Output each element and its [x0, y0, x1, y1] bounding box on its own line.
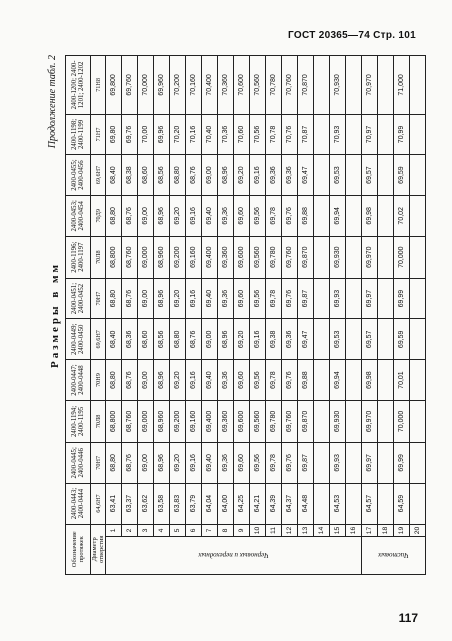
- diameter-header: 70H7: [91, 443, 106, 484]
- tooth-number: 14: [314, 524, 330, 537]
- table-cell: 68,76: [122, 278, 138, 319]
- diameter-header: 70Л8: [91, 236, 106, 278]
- table-cell: 70,01: [394, 360, 410, 401]
- table-row: [266, 56, 282, 575]
- table-cell: 71,000: [394, 56, 410, 115]
- table-cell: 69,00: [138, 196, 154, 237]
- table-cell: 68,76: [186, 319, 202, 360]
- table-cell: [314, 319, 330, 360]
- table-cell: 68,960: [154, 236, 170, 278]
- table-cell: 69,36: [282, 319, 298, 360]
- table-cell: 63,83: [170, 483, 186, 524]
- table-cell: 68,96: [154, 196, 170, 237]
- table-cell: 69,16: [186, 360, 202, 401]
- table-cell: 70,99: [394, 114, 410, 154]
- table-cell: 68,80: [106, 443, 122, 484]
- table-row: [346, 56, 362, 575]
- table-cell: [410, 236, 426, 278]
- diameter-header: 70Л8: [91, 400, 106, 442]
- table-cell: 63,62: [138, 483, 154, 524]
- tooth-number: 15: [330, 524, 346, 537]
- table-cell: 69,36: [218, 360, 234, 401]
- table-cell: 69,98: [362, 196, 378, 237]
- table-cell: 69,780: [266, 236, 282, 278]
- table-cell: 70,56: [250, 114, 266, 154]
- table-cell: 68,96: [154, 278, 170, 319]
- group-header: 2400-1198; 2400-1199: [66, 114, 91, 154]
- table-cell: 64,00: [218, 483, 234, 524]
- table-cell: [410, 114, 426, 154]
- table-cell: [346, 155, 362, 196]
- table-cell: [346, 278, 362, 319]
- table-cell: 70,870: [298, 56, 314, 115]
- table-cell: 69,88: [298, 360, 314, 401]
- page-number: 117: [398, 611, 418, 625]
- table-cell: 70,760: [282, 56, 298, 115]
- table-row: [170, 56, 186, 575]
- tooth-number: 4: [154, 524, 170, 537]
- table-cell: 64,53: [330, 483, 346, 524]
- table-cell: [314, 400, 330, 442]
- diameter-header: 71H8: [91, 56, 106, 115]
- table-cell: [314, 196, 330, 237]
- table-row: [218, 56, 234, 575]
- table-cell: 69,36: [218, 196, 234, 237]
- table-cell: 68,76: [122, 360, 138, 401]
- table-cell: 69,400: [202, 400, 218, 442]
- table-cell: [314, 155, 330, 196]
- table-cell: 69,56: [250, 443, 266, 484]
- tooth-number: 1: [106, 524, 122, 537]
- table-cell: [410, 360, 426, 401]
- table-cell: 69,600: [234, 400, 250, 442]
- table-cell: 68,800: [106, 236, 122, 278]
- table-cell: 70,87: [298, 114, 314, 154]
- table-cell: 70,20: [170, 114, 186, 154]
- tooth-number: 3: [138, 524, 154, 537]
- table-cell: 70,36: [218, 114, 234, 154]
- table-cell: [410, 196, 426, 237]
- table-cell: 69,76: [122, 114, 138, 154]
- table-cell: 70,560: [250, 56, 266, 115]
- table-cell: 69,36: [218, 443, 234, 484]
- tooth-number: 8: [218, 524, 234, 537]
- table-cell: 63,79: [186, 483, 202, 524]
- table-cell: 69,870: [298, 400, 314, 442]
- table-cell: [314, 236, 330, 278]
- table-cell: 69,600: [234, 236, 250, 278]
- tooth-number: 12: [282, 524, 298, 537]
- diameter-header: 71H7: [91, 114, 106, 154]
- table-cell: 69,57: [362, 319, 378, 360]
- table-cell: [314, 483, 330, 524]
- groups-header-row: [66, 56, 91, 575]
- table-cell: 69,00: [138, 443, 154, 484]
- table-cell: [346, 196, 362, 237]
- table-cell: 69,970: [362, 400, 378, 442]
- table-cell: 68,80: [106, 278, 122, 319]
- table-row: [394, 56, 410, 575]
- rotated-table-block: [45, 55, 425, 575]
- table-cell: [346, 114, 362, 154]
- table-cell: [410, 155, 426, 196]
- table-cell: 69,56: [250, 360, 266, 401]
- table-cell: 70,78: [266, 114, 282, 154]
- table-cell: 70,160: [186, 56, 202, 115]
- table-cell: 69,360: [218, 236, 234, 278]
- table-cell: 69,36: [218, 278, 234, 319]
- table-cell: 68,76: [122, 443, 138, 484]
- table-row: [154, 56, 170, 575]
- diameter-header: 70Д9: [91, 196, 106, 237]
- table-cell: 69,200: [170, 400, 186, 442]
- table-cell: 69,16: [186, 278, 202, 319]
- table-row: [250, 56, 266, 575]
- table-cell: 70,000: [394, 236, 410, 278]
- table-cell: 69,47: [298, 319, 314, 360]
- table-cell: 69,000: [138, 400, 154, 442]
- table-cell: 69,97: [362, 443, 378, 484]
- table-cell: 64,48: [298, 483, 314, 524]
- table-cell: 69,16: [250, 155, 266, 196]
- table-cell: [314, 278, 330, 319]
- table-cell: [410, 56, 426, 115]
- table-cell: 69,99: [394, 443, 410, 484]
- diameter-header: 70H9: [91, 360, 106, 401]
- table-cell: 68,36: [122, 319, 138, 360]
- table-cell: 69,78: [266, 443, 282, 484]
- table-cell: 69,88: [298, 196, 314, 237]
- table-cell: 69,76: [282, 360, 298, 401]
- tooth-number: 7: [202, 524, 218, 537]
- table-body: [106, 56, 426, 575]
- table-cell: 69,780: [266, 400, 282, 442]
- table-cell: [378, 155, 394, 196]
- table-cell: 69,80: [106, 114, 122, 154]
- table-cell: [378, 278, 394, 319]
- table-cell: [346, 236, 362, 278]
- table-cell: 69,20: [234, 319, 250, 360]
- table-cell: 69,78: [266, 278, 282, 319]
- table-cell: 63,37: [122, 483, 138, 524]
- table-cell: 69,800: [106, 56, 122, 115]
- table-cell: [410, 483, 426, 524]
- table-row: [362, 56, 378, 575]
- table-cell: 69,560: [250, 236, 266, 278]
- diameters-header-row: [91, 56, 106, 575]
- table-cell: 68,80: [106, 360, 122, 401]
- table-cell: 69,960: [154, 56, 170, 115]
- table-cell: [378, 400, 394, 442]
- table-cell: 69,93: [330, 278, 346, 319]
- table-cell: 69,00: [202, 155, 218, 196]
- table-cell: 69,20: [234, 155, 250, 196]
- table-cell: 64,37: [282, 483, 298, 524]
- table-cell: 69,60: [234, 360, 250, 401]
- table-cell: 69,930: [330, 400, 346, 442]
- table-cell: 70,76: [282, 114, 298, 154]
- table-row: [202, 56, 218, 575]
- table-cell: 70,780: [266, 56, 282, 115]
- table-row: [138, 56, 154, 575]
- table-cell: 69,760: [282, 400, 298, 442]
- group-header: 2400-0445; 2400-0446: [66, 443, 91, 484]
- table-cell: 69,97: [362, 278, 378, 319]
- table-cell: 69,96: [154, 114, 170, 154]
- table-cell: [346, 56, 362, 115]
- table-cell: 69,60: [234, 278, 250, 319]
- table-cell: [346, 400, 362, 442]
- table-cell: [346, 360, 362, 401]
- table-cell: [314, 443, 330, 484]
- table-cell: 70,600: [234, 56, 250, 115]
- table-cell: 68,960: [154, 400, 170, 442]
- tooth-number: 5: [170, 524, 186, 537]
- table-cell: 69,36: [266, 155, 282, 196]
- table-cell: 69,160: [186, 236, 202, 278]
- table-cell: 69,76: [282, 278, 298, 319]
- table-cell: [378, 56, 394, 115]
- tooth-number: 9: [234, 524, 250, 537]
- tooth-number: 20: [410, 524, 426, 537]
- table-cell: 69,40: [202, 443, 218, 484]
- table-cell: [410, 319, 426, 360]
- table-cell: 69,40: [202, 278, 218, 319]
- table-cell: 69,78: [266, 360, 282, 401]
- table-cell: 70,400: [202, 56, 218, 115]
- table-cell: [346, 319, 362, 360]
- group-header: 2400-1194; 2400-1195: [66, 400, 91, 442]
- roughing-label: Черновых и переходных: [106, 537, 362, 575]
- table-cell: [314, 114, 330, 154]
- table-cell: 70,970: [362, 56, 378, 115]
- table-row: [314, 56, 330, 575]
- table-cell: 64,59: [394, 483, 410, 524]
- table-cell: 69,47: [298, 155, 314, 196]
- diameters-table: [65, 55, 426, 575]
- group-header: 2400-0453; 2400-0454: [66, 196, 91, 237]
- group-header: 2400-0447; 2400-0448: [66, 360, 91, 401]
- table-cell: 69,40: [202, 196, 218, 237]
- table-cell: 69,38: [266, 319, 282, 360]
- diameter-header: 69,6H7: [91, 319, 106, 360]
- table-cell: 69,59: [394, 155, 410, 196]
- table-cell: 64,39: [266, 483, 282, 524]
- table-cell: 69,87: [298, 443, 314, 484]
- tooth-number: 17: [362, 524, 378, 537]
- tooth-number: 16: [346, 524, 362, 537]
- diameter-header: 70H7: [91, 278, 106, 319]
- page-header: ГОСТ 20365—74 Стр. 101: [288, 30, 416, 41]
- table-cell: 69,00: [202, 319, 218, 360]
- diameter-header: 64,6H7: [91, 483, 106, 524]
- table-cell: 64,21: [250, 483, 266, 524]
- table-cell: [378, 196, 394, 237]
- table-cell: 70,000: [138, 56, 154, 115]
- table-cell: 69,16: [186, 443, 202, 484]
- group-header: 2400-0443; 2400-0444: [66, 483, 91, 524]
- table-cell: [314, 360, 330, 401]
- table-cell: 69,99: [394, 278, 410, 319]
- table-cell: 69,76: [282, 196, 298, 237]
- table-cell: 68,76: [122, 196, 138, 237]
- table-cell: 70,360: [218, 56, 234, 115]
- table-cell: 69,56: [250, 196, 266, 237]
- table-cell: [346, 483, 362, 524]
- table-cell: 69,000: [138, 236, 154, 278]
- table-cell: [378, 114, 394, 154]
- table-cell: 68,60: [138, 155, 154, 196]
- table-cell: [378, 236, 394, 278]
- table-cell: 68,760: [122, 236, 138, 278]
- group-header: 2400-1200; 2400-1201; 2400-1202: [66, 56, 91, 115]
- table-row: [186, 56, 202, 575]
- table-cell: 68,800: [106, 400, 122, 442]
- table-cell: [314, 56, 330, 115]
- table-row: [122, 56, 138, 575]
- table-cell: 68,60: [138, 319, 154, 360]
- table-cell: 68,38: [122, 155, 138, 196]
- table-cell: 68,80: [170, 155, 186, 196]
- tooth-number: 2: [122, 524, 138, 537]
- table-cell: 70,93: [330, 114, 346, 154]
- table-cell: 70,00: [138, 114, 154, 154]
- table-cell: 69,760: [282, 236, 298, 278]
- table-cell: [378, 319, 394, 360]
- table-cell: 70,930: [330, 56, 346, 115]
- table-cell: 64,57: [362, 483, 378, 524]
- table-cell: 69,78: [266, 196, 282, 237]
- table-cell: [378, 443, 394, 484]
- table-cell: 64,04: [202, 483, 218, 524]
- table-cell: 69,93: [330, 443, 346, 484]
- table-cell: 69,560: [250, 400, 266, 442]
- finishing-label: Чистовых: [362, 537, 426, 575]
- table-cell: 69,36: [282, 155, 298, 196]
- table-cell: 69,16: [250, 319, 266, 360]
- table-cell: 69,00: [138, 278, 154, 319]
- table-cell: 69,16: [186, 196, 202, 237]
- table-cell: [410, 278, 426, 319]
- table-cell: 69,00: [138, 360, 154, 401]
- group-header: 2400-0449; 2400-0450: [66, 319, 91, 360]
- table-title: Размеры в мм: [49, 262, 61, 368]
- table-cell: 69,20: [170, 443, 186, 484]
- table-row: [234, 56, 250, 575]
- table-cell: [378, 483, 394, 524]
- table-cell: 68,96: [218, 155, 234, 196]
- table-cell: 69,400: [202, 236, 218, 278]
- table-row: [410, 56, 426, 575]
- tooth-number: 10: [250, 524, 266, 537]
- table-cell: 70,16: [186, 114, 202, 154]
- table-cell: 68,40: [106, 319, 122, 360]
- table-cell: 69,200: [170, 236, 186, 278]
- table-cell: 69,98: [362, 360, 378, 401]
- table-cell: [346, 443, 362, 484]
- table-cell: 70,200: [170, 56, 186, 115]
- table-cell: 69,20: [170, 196, 186, 237]
- group-header: 2400-0451; 2400-0452: [66, 278, 91, 319]
- table-row: [106, 56, 122, 575]
- tooth-number: 6: [186, 524, 202, 537]
- table-cell: 68,56: [154, 155, 170, 196]
- table-cell: [410, 400, 426, 442]
- tooth-number: 19: [394, 524, 410, 537]
- table-cell: 70,02: [394, 196, 410, 237]
- table-cell: 63,58: [154, 483, 170, 524]
- table-cell: 68,40: [106, 155, 122, 196]
- table-cell: 68,80: [170, 319, 186, 360]
- table-row: [330, 56, 346, 575]
- table-row: [282, 56, 298, 575]
- table-cell: 69,56: [250, 278, 266, 319]
- group-label: Обозначение протяжек: [66, 524, 91, 574]
- table-cell: 64,25: [234, 483, 250, 524]
- table-cell: 69,20: [170, 360, 186, 401]
- table-cell: 68,80: [106, 196, 122, 237]
- table-cell: [378, 360, 394, 401]
- table-cell: 70,60: [234, 114, 250, 154]
- group-header: 2400-0455; 2400-0456: [66, 155, 91, 196]
- table-cell: 69,94: [330, 360, 346, 401]
- table-cell: 69,53: [330, 319, 346, 360]
- table-row: [378, 56, 394, 575]
- table-cell: 68,56: [154, 319, 170, 360]
- table-cell: 69,360: [218, 400, 234, 442]
- table-cell: 68,96: [218, 319, 234, 360]
- table-cell: 69,76: [282, 443, 298, 484]
- table-cell: 69,870: [298, 236, 314, 278]
- table-cell: 68,760: [122, 400, 138, 442]
- tooth-number: 11: [266, 524, 282, 537]
- table-cell: 68,96: [154, 443, 170, 484]
- table-cell: 69,59: [394, 319, 410, 360]
- table-cell: 68,96: [154, 360, 170, 401]
- continuation-label: Продолжение табл. 2: [47, 55, 58, 149]
- table-cell: 69,94: [330, 196, 346, 237]
- table-cell: 70,000: [394, 400, 410, 442]
- table-cell: 69,57: [362, 155, 378, 196]
- table-cell: 69,970: [362, 236, 378, 278]
- tooth-number: 18: [378, 524, 394, 537]
- table-cell: 69,60: [234, 443, 250, 484]
- table-cell: 69,930: [330, 236, 346, 278]
- table-cell: 69,40: [202, 360, 218, 401]
- tooth-number: 13: [298, 524, 314, 537]
- table-cell: [410, 443, 426, 484]
- table-cell: 63,41: [106, 483, 122, 524]
- table-cell: 68,76: [186, 155, 202, 196]
- diameter-label: Диаметр отверстия: [91, 524, 106, 574]
- table-cell: 69,87: [298, 278, 314, 319]
- table-cell: 70,40: [202, 114, 218, 154]
- table-cell: 69,160: [186, 400, 202, 442]
- table-cell: 70,97: [362, 114, 378, 154]
- diameter-header: 69,6H7: [91, 155, 106, 196]
- table-cell: 69,53: [330, 155, 346, 196]
- table-cell: 69,60: [234, 196, 250, 237]
- table-cell: 69,20: [170, 278, 186, 319]
- table-row: [298, 56, 314, 575]
- table-cell: 69,760: [122, 56, 138, 115]
- group-header: 2400-1196; 2400-1197: [66, 236, 91, 278]
